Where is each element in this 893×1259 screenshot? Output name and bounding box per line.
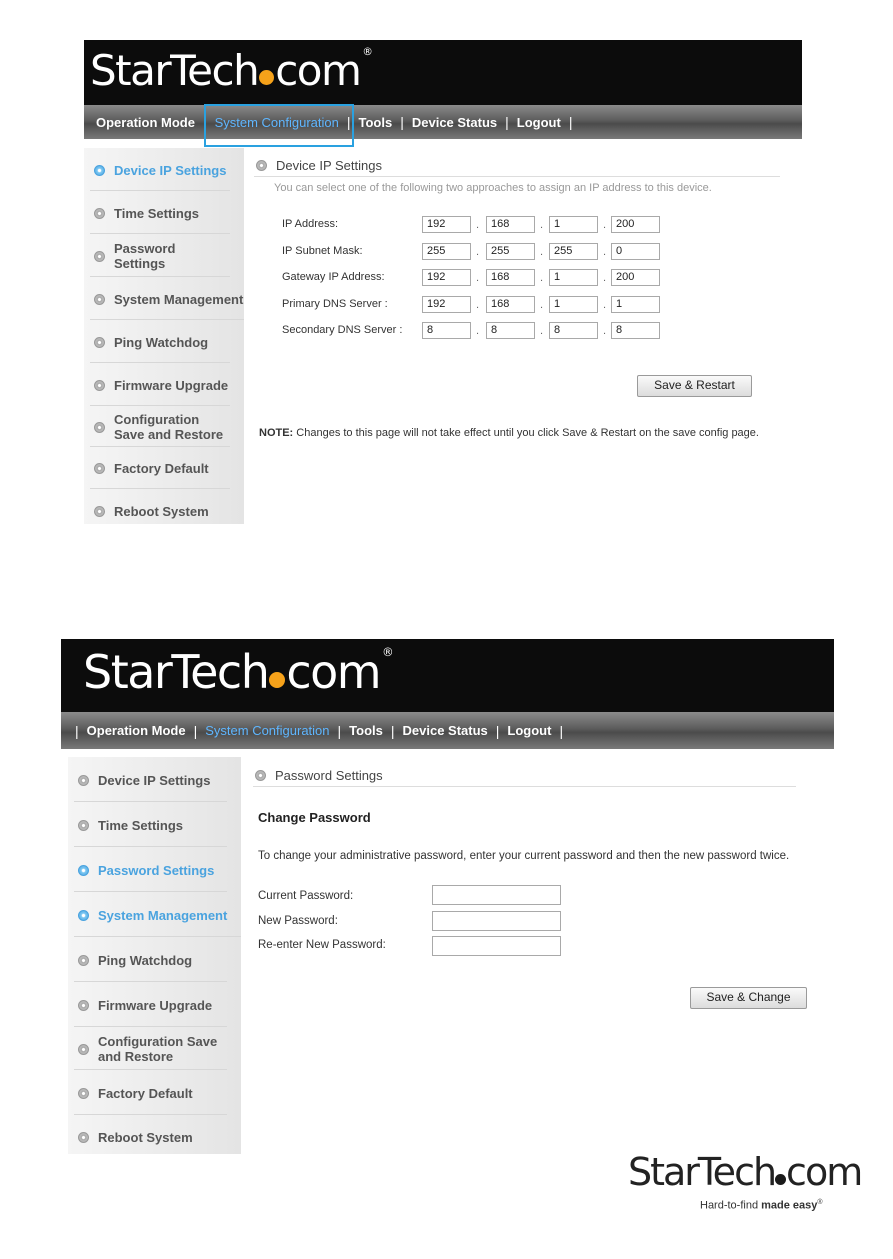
- nav-separator: |: [568, 114, 573, 130]
- nav-logout[interactable]: Logout: [516, 114, 561, 130]
- sidebar-item-configuration-save-restore[interactable]: [74, 1029, 227, 1070]
- bullet-icon: [78, 775, 89, 786]
- sidebar-item-ping-watchdog[interactable]: [90, 322, 230, 363]
- sidebar: [68, 757, 241, 1154]
- ip-field-label: Secondary DNS Server :: [282, 324, 403, 336]
- bullet-icon: [94, 422, 105, 433]
- sidebar: [84, 148, 244, 524]
- bullet-icon: [94, 208, 105, 219]
- section-title-text: Device IP Settings: [276, 157, 382, 173]
- section-title: [254, 154, 780, 177]
- main-nav: [84, 105, 802, 139]
- ip-octet-input[interactable]: 8: [549, 322, 598, 339]
- app-header: [84, 40, 802, 105]
- bullet-icon: [78, 1044, 89, 1055]
- brand-name: StarTech: [83, 645, 269, 699]
- nav-separator: |: [75, 722, 79, 739]
- screenshot-device-ip-settings: [84, 40, 802, 524]
- ip-octet-input[interactable]: 200: [611, 269, 660, 286]
- change-password-heading: Change Password: [258, 810, 371, 825]
- octet-separator: .: [540, 246, 544, 258]
- bullet-icon: [78, 910, 89, 921]
- nav-operation-mode[interactable]: Operation Mode: [96, 114, 195, 130]
- tagline-plain: Hard-to-find: [700, 1199, 759, 1212]
- bullet-icon: [94, 463, 105, 474]
- app-header: [61, 639, 834, 712]
- tagline-mark: ®: [817, 1199, 823, 1206]
- ip-octet-input[interactable]: 255: [422, 243, 471, 260]
- brand-logo: [90, 46, 371, 95]
- nav-separator: |: [346, 114, 351, 130]
- octet-separator: .: [540, 325, 544, 337]
- brand-name: StarTech: [90, 46, 259, 95]
- logo-dot-icon: [259, 70, 274, 85]
- bullet-icon: [94, 506, 105, 517]
- ip-octet-input[interactable]: 1: [549, 216, 598, 233]
- ip-octet-input[interactable]: 168: [486, 296, 535, 313]
- bullet-icon: [94, 380, 105, 391]
- sidebar-item-firmware-upgrade[interactable]: [90, 365, 230, 406]
- section-title-text: Password Settings: [275, 767, 383, 783]
- sidebar-item-time-settings[interactable]: [74, 804, 227, 847]
- section-title: [253, 764, 796, 787]
- ip-field-label: Gateway IP Address:: [282, 271, 385, 283]
- nav-separator: |: [390, 722, 395, 739]
- sidebar-item-label: Ping Watchdog: [114, 334, 209, 350]
- sidebar-item-label: Configuration Save and Restore: [114, 412, 224, 442]
- sidebar-item-device-ip-settings[interactable]: [90, 150, 230, 191]
- sidebar-item-label: Password Settings: [114, 241, 176, 271]
- octet-separator: .: [476, 246, 480, 258]
- ip-octet-input[interactable]: 200: [611, 216, 660, 233]
- ip-octet-input[interactable]: 8: [422, 322, 471, 339]
- sidebar-item-password-settings[interactable]: [74, 849, 227, 892]
- ip-octet-input[interactable]: 8: [611, 322, 660, 339]
- sidebar-item-label: Firmware Upgrade: [98, 997, 213, 1013]
- note-label: NOTE:: [259, 427, 294, 439]
- screenshot-password-settings: [61, 639, 834, 1154]
- registered-mark: ®: [362, 46, 372, 58]
- sidebar-item-ping-watchdog[interactable]: [74, 939, 227, 982]
- reenter-password-input[interactable]: [432, 936, 561, 956]
- sidebar-item-label: Firmware Upgrade: [114, 377, 229, 393]
- ip-field-label: Primary DNS Server :: [282, 298, 388, 310]
- octet-separator: .: [540, 272, 544, 284]
- sidebar-item-label: Configuration Save and Restore: [98, 1034, 218, 1064]
- octet-separator: .: [540, 219, 544, 231]
- octet-separator: .: [603, 219, 607, 231]
- ip-octet-input[interactable]: 192: [422, 296, 471, 313]
- tagline-bold: made easy: [761, 1199, 818, 1212]
- registered-mark: ®: [382, 645, 393, 659]
- sidebar-item-factory-default[interactable]: [74, 1072, 227, 1115]
- bullet-icon: [94, 294, 105, 305]
- logo-dot-icon: [775, 1174, 786, 1185]
- bullet-icon: [78, 865, 89, 876]
- new-password-label: New Password:: [258, 915, 338, 927]
- bullet-icon: [78, 1132, 89, 1143]
- brand-logo: [83, 645, 392, 699]
- sidebar-item-system-management[interactable]: [90, 279, 244, 320]
- sidebar-item-label: Password Settings: [98, 862, 215, 878]
- sidebar-item-label: System Management: [114, 291, 244, 307]
- nav-tools[interactable]: Tools: [358, 114, 393, 130]
- bullet-icon: [78, 1000, 89, 1011]
- sidebar-item-label: System Management: [98, 907, 228, 923]
- ip-octet-input[interactable]: 1: [549, 269, 598, 286]
- octet-separator: .: [476, 299, 480, 311]
- ip-octet-input[interactable]: 192: [422, 216, 471, 233]
- nav-device-status[interactable]: Device Status: [402, 723, 488, 738]
- current-password-label: Current Password:: [258, 890, 354, 902]
- nav-operation-mode[interactable]: Operation Mode: [86, 723, 186, 738]
- footer-brand-logo: [628, 1150, 861, 1194]
- sidebar-item-label: Time Settings: [114, 205, 200, 221]
- bullet-icon: [78, 1088, 89, 1099]
- octet-separator: .: [603, 272, 607, 284]
- nav-separator: |: [337, 722, 342, 739]
- save-change-button[interactable]: Save & Change: [690, 987, 807, 1009]
- octet-separator: .: [603, 325, 607, 337]
- nav-system-configuration[interactable]: System Configuration: [205, 723, 330, 738]
- ip-field-label: IP Subnet Mask:: [282, 245, 363, 257]
- bullet-icon: [78, 955, 89, 966]
- sidebar-item-device-ip-settings[interactable]: [74, 759, 227, 802]
- nav-separator: |: [505, 114, 509, 130]
- ip-octet-input[interactable]: 168: [486, 216, 535, 233]
- sidebar-item-system-management[interactable]: [74, 894, 241, 937]
- footer-tagline: [700, 1199, 823, 1212]
- nav-selection-highlight: [204, 104, 354, 147]
- save-restart-button[interactable]: Save & Restart: [637, 375, 752, 397]
- bullet-icon: [94, 251, 105, 262]
- reenter-password-label: Re-enter New Password:: [258, 939, 386, 951]
- sidebar-item-factory-default[interactable]: [90, 448, 230, 489]
- current-password-input[interactable]: [432, 885, 561, 905]
- octet-separator: .: [476, 219, 480, 231]
- nav-tools[interactable]: Tools: [349, 723, 383, 738]
- sidebar-item-label: Reboot System: [114, 503, 209, 519]
- sidebar-item-configuration-save-restore[interactable]: [90, 408, 230, 447]
- ip-octet-input[interactable]: 255: [549, 243, 598, 260]
- bullet-icon: [78, 820, 89, 831]
- nav-separator: |: [193, 722, 198, 739]
- logo-dot-icon: [269, 672, 285, 688]
- ip-octet-input[interactable]: 168: [486, 269, 535, 286]
- octet-separator: .: [476, 272, 480, 284]
- sidebar-item-label: Device IP Settings: [98, 772, 211, 788]
- sidebar-item-reboot-system[interactable]: [74, 1117, 227, 1154]
- sidebar-item-password-settings[interactable]: [90, 236, 230, 277]
- sidebar-item-firmware-upgrade[interactable]: [74, 984, 227, 1027]
- ip-octet-input[interactable]: 1: [549, 296, 598, 313]
- brand-tld: com: [286, 645, 381, 699]
- ip-octet-input[interactable]: 0: [611, 243, 660, 260]
- nav-system-configuration[interactable]: System Configuration: [214, 114, 339, 130]
- ip-field-label: IP Address:: [282, 218, 339, 230]
- note: [259, 427, 759, 439]
- main-nav: [61, 712, 834, 749]
- bullet-icon: [255, 770, 266, 781]
- octet-separator: .: [476, 325, 480, 337]
- sidebar-item-time-settings[interactable]: [90, 193, 230, 234]
- nav-separator: |: [495, 722, 500, 739]
- nav-logout[interactable]: Logout: [507, 723, 552, 738]
- octet-separator: .: [603, 246, 607, 258]
- nav-separator: |: [400, 114, 404, 130]
- sidebar-item-label: Factory Default: [114, 460, 209, 476]
- ip-octet-input[interactable]: 192: [422, 269, 471, 286]
- bullet-icon: [94, 165, 105, 176]
- sidebar-item-reboot-system[interactable]: [90, 491, 230, 524]
- sidebar-item-label: Ping Watchdog: [98, 952, 193, 968]
- brand-name: StarTech: [628, 1150, 776, 1194]
- ip-octet-input[interactable]: 8: [486, 322, 535, 339]
- bullet-icon: [94, 337, 105, 348]
- sidebar-item-label: Factory Default: [98, 1085, 193, 1101]
- section-description: You can select one of the following two approaches to assign an IP address to this device.: [274, 182, 712, 194]
- nav-device-status[interactable]: Device Status: [411, 114, 498, 130]
- octet-separator: .: [603, 299, 607, 311]
- sidebar-item-label: Device IP Settings: [114, 162, 227, 178]
- ip-octet-input[interactable]: 255: [486, 243, 535, 260]
- brand-tld: com: [275, 46, 361, 95]
- octet-separator: .: [540, 299, 544, 311]
- nav-separator: |: [559, 722, 564, 739]
- brand-tld: com: [786, 1150, 862, 1194]
- bullet-icon: [256, 160, 267, 171]
- sidebar-item-label: Time Settings: [98, 817, 184, 833]
- new-password-input[interactable]: [432, 911, 561, 931]
- password-description: To change your administrative password, enter your current password and then the new password twice.: [258, 850, 790, 862]
- note-text: Changes to this page will not take effect until you click Save & Restart on the save config page.: [293, 427, 759, 439]
- sidebar-item-label: Reboot System: [98, 1129, 193, 1145]
- ip-octet-input[interactable]: 1: [611, 296, 660, 313]
